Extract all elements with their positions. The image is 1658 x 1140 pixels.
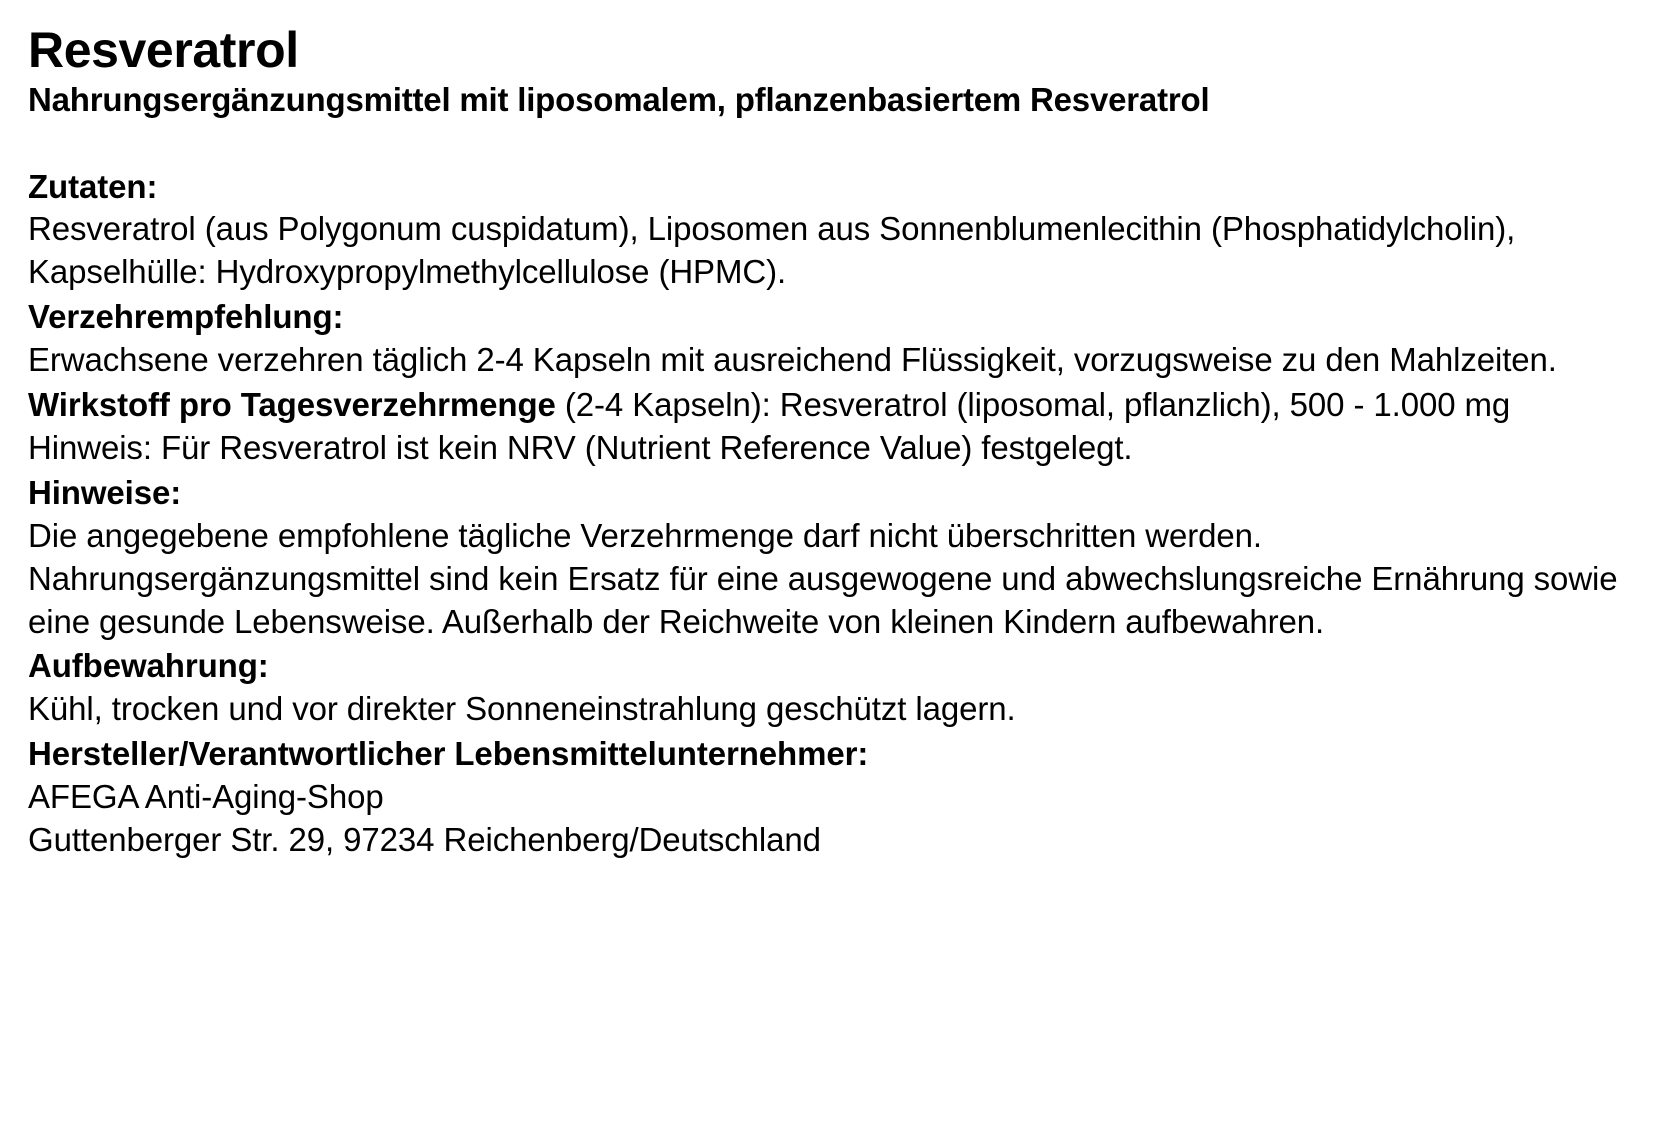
active-ingredient-heading: Wirkstoff pro Tagesverzehrmenge — [28, 386, 556, 424]
ingredients-body: Resveratrol (aus Polygonum cuspidatum), Liposomen aus Sonnenblumenlecithin (Phosphatidylcholin), Kapselhülle: Hydroxypropylmethylcellulose (HPMC). — [28, 210, 1516, 291]
notices-heading-text: Hinweise — [28, 473, 171, 511]
notices-heading-colon: : — [170, 473, 182, 511]
section-manufacturer — [28, 733, 1618, 862]
page-subtitle: Nahrungsergänzungsmittel mit liposomalem, pflanzenbasiertem Resveratrol — [28, 81, 1210, 118]
manufacturer-name: AFEGA Anti-Aging-Shop — [28, 778, 384, 816]
notices-body: Die angegebene empfohlene tägliche Verzehrmenge darf nicht überschritten werden. Nahrungsergänzungsmittel sind kein Ersatz für eine ausgewogene und abwechslungsreiche Ernährung sowie eine gesunde Lebensweise. Außerhalb der Reichweite von kleinen Kindern aufbewahren. — [28, 516, 1618, 640]
manufacturer-address: Guttenberger Str. 29, 97234 Reichenberg/Deutschland — [28, 820, 821, 858]
storage-body: Kühl, trocken und vor direkter Sonneneinstrahlung geschützt lagern. — [28, 690, 1016, 728]
recommendation-body: Erwachsene verzehren täglich 2-4 Kapseln mit ausreichend Flüssigkeit, vorzugsweise zu den Mahlzeiten. — [28, 341, 1557, 379]
active-ingredient-note: Hinweis: Für Resveratrol ist kein NRV (Nutrient Reference Value) festgelegt. — [28, 428, 1133, 466]
ingredients-heading-colon: : — [146, 167, 158, 205]
manufacturer-heading-colon: : — [857, 735, 869, 773]
manufacturer-heading-text: Hersteller/Verantwortlicher Lebensmittelunternehmer — [28, 735, 858, 773]
active-ingredient-line — [28, 384, 1618, 427]
section-recommendation — [28, 296, 1618, 382]
recommendation-heading — [28, 296, 1618, 339]
recommendation-heading-text: Verzehrempfehlung — [28, 298, 333, 336]
manufacturer-heading — [28, 733, 1618, 776]
title-spacer — [28, 120, 1618, 166]
page-title: Resveratrol — [28, 22, 299, 78]
storage-heading-text: Aufbewahrung — [28, 647, 258, 685]
ingredients-heading-text: Zutaten — [28, 167, 147, 205]
ingredients-heading — [28, 166, 1618, 209]
storage-heading — [28, 645, 1618, 688]
section-active-ingredient — [28, 384, 1618, 470]
recommendation-heading-colon: : — [332, 298, 344, 336]
section-ingredients — [28, 166, 1618, 295]
storage-heading-colon: : — [257, 647, 269, 685]
section-notices — [28, 472, 1618, 644]
notices-heading — [28, 472, 1618, 515]
section-storage — [28, 645, 1618, 731]
active-ingredient-body: (2-4 Kapseln): Resveratrol (liposomal, pflanzlich), 500 - 1.000 mg — [555, 386, 1511, 424]
